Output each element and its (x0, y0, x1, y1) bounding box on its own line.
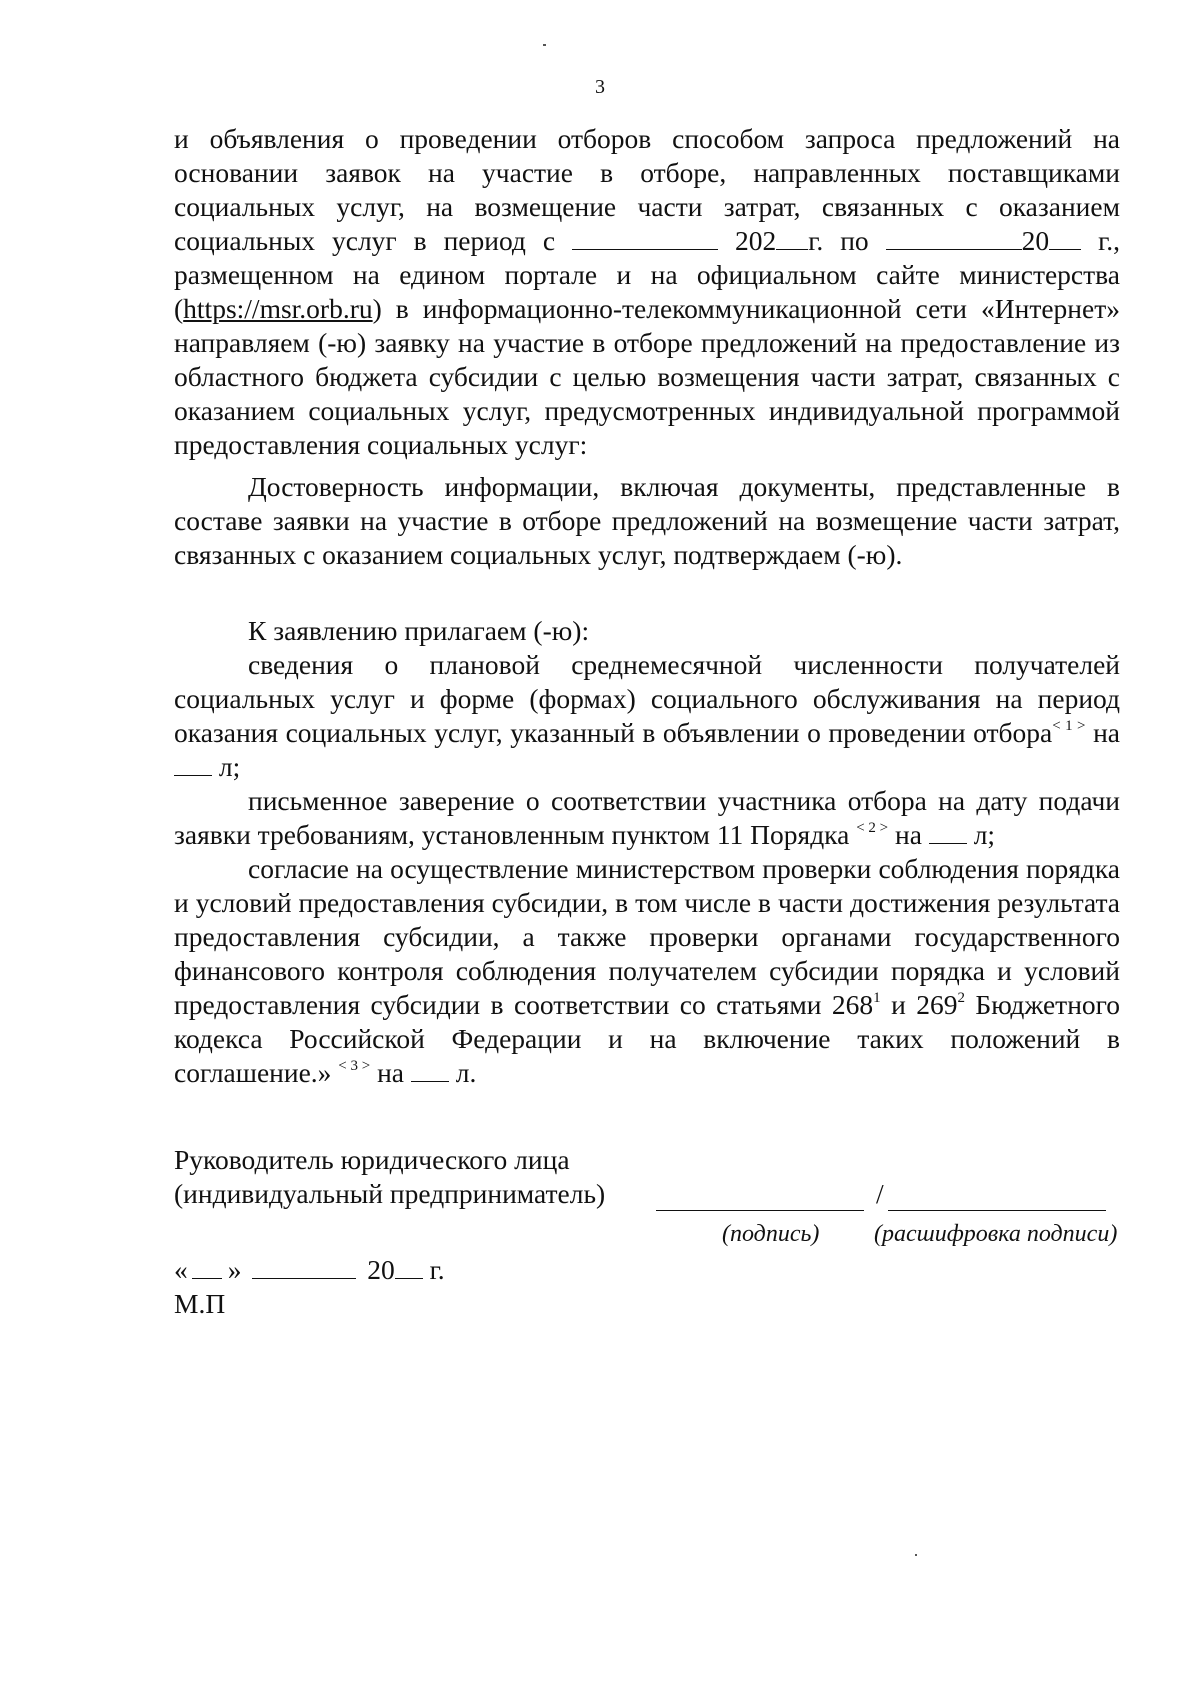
period-end-label: г., (1098, 225, 1121, 256)
intro-line-3: социальных услуг, на возмещение части затрат, связанных с оказанием (174, 191, 1120, 222)
period-end-date-blank[interactable] (886, 225, 1022, 250)
intro-line-5: размещенном на едином портале и на официальном сайте (174, 259, 940, 290)
footnote-3-marker: < 3 > (338, 1058, 371, 1074)
signature-row (174, 1177, 1120, 1211)
signature-decode-line[interactable] (888, 1180, 1106, 1211)
attachment-item-3 (174, 852, 1120, 1090)
period-start-year-blank[interactable] (776, 225, 808, 250)
date-year-prefix: 20 (367, 1254, 395, 1285)
attachment-item-3-sheets-label: л. (455, 1057, 477, 1088)
signature-line[interactable] (656, 1180, 864, 1211)
date-line (174, 1253, 1120, 1287)
attachment-item-3-on: на (377, 1057, 405, 1088)
attachment-item-1-sheets-blank[interactable] (174, 751, 212, 776)
intro-line-1: и объявления о проведении отборов способом запроса предложений (174, 123, 1073, 154)
signature-block (174, 1143, 1120, 1321)
attachment-item-3-and: и 269 (880, 989, 958, 1020)
attachment-item-3-text: согласие на осуществление министерством проверки соблюдения порядка и условий предоставления субсидии, в том числе в части достижения результата предоставления субсидии, а также проверки органами государственного финансового контроля соблюдения получателем субсидии порядка и условий предоставления субсидии в соответствии со статьями 268 (174, 853, 1120, 1020)
ministry-website-link[interactable]: https://msr.orb.ru (183, 293, 373, 324)
signer-role-line-1: Руководитель юридического лица (174, 1144, 570, 1175)
stamp-placeholder: М.П (174, 1288, 226, 1319)
signature-slash: / (876, 1178, 884, 1209)
date-month-blank[interactable] (252, 1254, 356, 1279)
date-year-blank[interactable] (395, 1254, 423, 1279)
intro-line-10: индивидуальной программой предоставления социальных услуг: (174, 395, 1121, 460)
intro-line-4-start: социальных услуг в период с (174, 225, 556, 256)
intro-line-8: предоставление из областного бюджета субсидии с целью возмещения части (174, 327, 1120, 392)
intro-line-6-end: ) в информационно-телекоммуникационной (372, 293, 902, 324)
footnote-2-marker: < 2 > (856, 820, 889, 836)
attachment-item-1-text: сведения о плановой среднемесячной численности получателей социальных услуг и форме (формах) социального обслуживания на период оказания социальных услуг, указанный в объявлении о проведении отбора (174, 649, 1120, 748)
attachment-item-1-sheets-label: л; (218, 751, 241, 782)
date-day-blank[interactable] (192, 1254, 222, 1279)
reliability-paragraph: Достоверность информации, включая документы, представленные в составе заявки на участие в отборе предложений на возмещение части затрат, связанных с оказанием социальных услуг, подтверждаем (-ю). (174, 471, 1120, 570)
attachment-item-3-text-end: Бюджетного кодекса Российской Федерации и на включение таких положений в соглашение.» (174, 989, 1121, 1088)
date-year-suffix: г. (429, 1254, 445, 1285)
period-end-year-blank[interactable] (1049, 225, 1081, 250)
attachment-item-2 (174, 784, 1120, 852)
page-number: 3 (595, 76, 605, 98)
date-open-quote: « (174, 1254, 188, 1285)
attachments-heading: К заявлению прилагаем (-ю): (248, 615, 590, 646)
signature-decode-caption: (расшифровка подписи) (874, 1221, 1118, 1247)
attachment-item-1-on: на (1093, 717, 1120, 748)
attachment-item-2-text: письменное заверение о соответствии участника отбора на дату подачи заявки требованиям, установленным пунктом 11 Порядка (174, 785, 1120, 850)
article-268-superscript: 1 (873, 990, 881, 1006)
period-start-date-blank[interactable] (572, 225, 718, 250)
footnote-1-marker: < 1 > (1052, 718, 1086, 734)
scan-artifact (543, 44, 546, 46)
intro-line-6-start: министерства ( (174, 259, 1120, 324)
period-start-year-prefix: 202 (734, 225, 777, 256)
intro-line-7: сети «Интернет» направляем (-ю) заявку на участие в отборе предложений на (174, 293, 1120, 358)
attachment-item-2-on: на (895, 819, 922, 850)
intro-line-2: на основании заявок на участие в отборе, направленных поставщиками (174, 123, 1121, 188)
date-close-quote: » (227, 1254, 242, 1285)
intro-line-9: затрат, связанных с оказанием социальных услуг, предусмотренных (174, 361, 1120, 426)
attachment-item-3-sheets-blank[interactable] (411, 1057, 449, 1082)
scan-artifact (915, 1554, 917, 1556)
signature-captions (174, 1211, 1120, 1245)
intro-paragraph (174, 122, 1120, 462)
period-end-year-prefix: 20 (1021, 225, 1050, 256)
document-body (174, 122, 1120, 1090)
attachment-item-2-sheets-label: л; (973, 819, 996, 850)
signature-caption: (подпись) (722, 1221, 820, 1247)
article-269-superscript: 2 (957, 990, 965, 1006)
attachment-item-1 (174, 648, 1120, 784)
period-by-label: г. по (808, 225, 869, 256)
attachment-item-2-sheets-blank[interactable] (929, 819, 967, 844)
signer-role-line-2: (индивидуальный предприниматель) (174, 1178, 606, 1209)
